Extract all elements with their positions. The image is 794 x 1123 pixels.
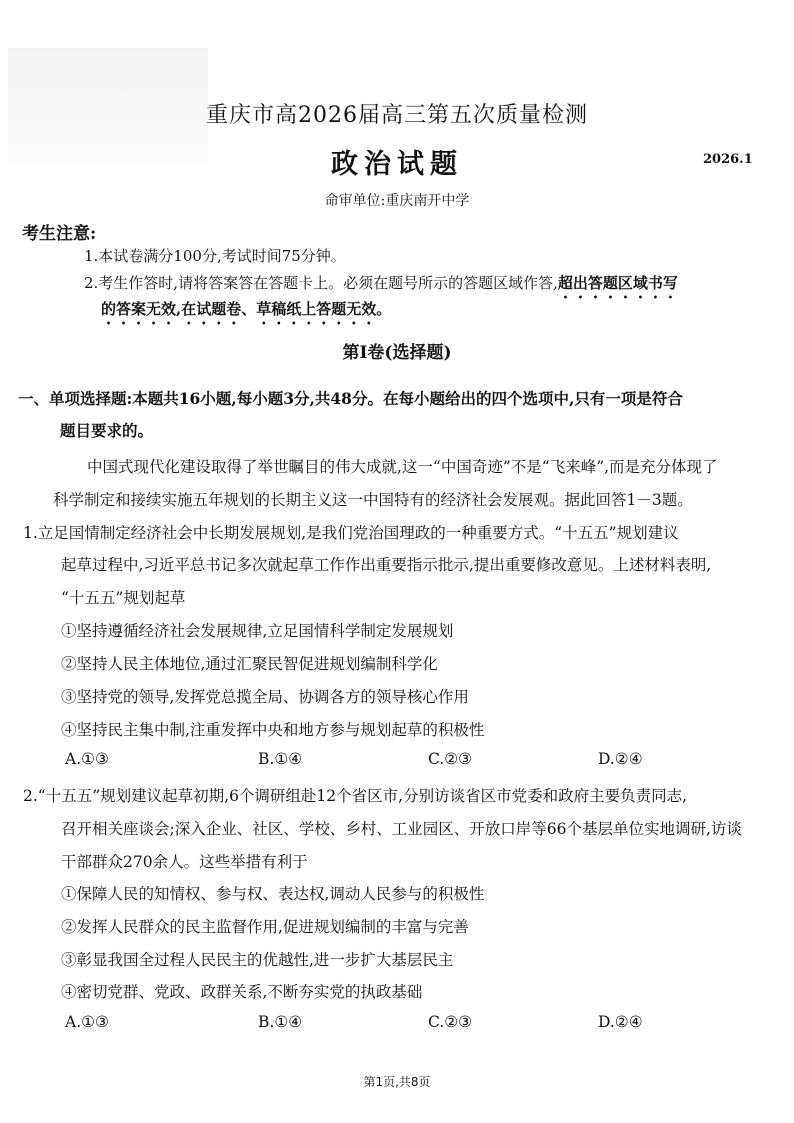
q1-option-a[interactable]: A.①③ — [65, 750, 109, 768]
q1-stem-line-2: 起草过程中,习近平总书记多次就起草工作作出重要指示批示,提出重要修改意见。上述材料表明, — [61, 556, 712, 574]
material-line-2: 科学制定和接续实施五年规划的长期主义这一中国特有的经济社会发展观。据此回答1－3题。 — [53, 491, 693, 509]
q1-option-c[interactable]: C.②③ — [428, 750, 473, 768]
exam-title: 重庆市高2026届高三第五次质量检测 — [206, 103, 588, 128]
setter-unit: 命审单位:重庆南开中学 — [324, 193, 470, 209]
section-instruction-cont: 题目要求的。 — [60, 421, 154, 440]
section-instruction: 一、单项选择题:本题共16小题,每小题3分,共48分。在每小题给出的四个选项中,只有一项是符合 — [18, 389, 683, 408]
material-line-1: 中国式现代化建设取得了举世瞩目的伟大成就,这一“中国奇迹”不是“飞来峰”,而是充分体现了 — [87, 458, 718, 476]
q2-stem-line-2: 召开相关座谈会;深入企业、社区、学校、乡村、工业园区、开放口岸等66个基层单位实地调研,访谈 — [61, 820, 742, 838]
q1-statement-4: ④坚持民主集中制,注重发挥中央和地方参与规划起草的积极性 — [61, 721, 485, 739]
notice-item-2-text: 2.考生作答时,请将答案答在答题卡上。必须在题号所示的答题区域作答, — [84, 274, 558, 292]
q1-statement-2: ②坚持人民主体地位,通过汇聚民智促进规划编制科学化 — [61, 655, 438, 673]
q2-option-d[interactable]: D.②④ — [598, 1013, 643, 1031]
q1-stem-line-3: “十五五”规划起草 — [61, 589, 186, 607]
q2-option-b[interactable]: B.①④ — [258, 1013, 303, 1031]
q2-statement-4: ④密切党群、党政、政群关系,不断夯实党的执政基础 — [61, 983, 423, 1001]
notice-item-2-emphasis: 超出答题区域书写 — [557, 274, 678, 292]
subject-title: 政治试题 — [331, 149, 463, 180]
page-footer: 第1页,共8页 — [363, 1075, 431, 1089]
q1-statement-1: ①坚持遵循经济社会发展规律,立足国情科学制定发展规划 — [61, 622, 454, 640]
part-title: 第Ⅰ卷(选择题) — [342, 343, 452, 363]
q1-option-b[interactable]: B.①④ — [258, 750, 303, 768]
q1-statement-3: ③坚持党的领导,发挥党总揽全局、协调各方的领导核心作用 — [61, 688, 469, 706]
notice-heading: 考生注意: — [22, 224, 97, 244]
q2-stem-line-1: 2.“十五五”规划建议起草初期,6个调研组赴12个省区市,分别访谈省区市党委和政府主要负责同志, — [23, 787, 688, 805]
notice-item-2-continued: 的答案无效,在试题卷、草稿纸上答题无效。 — [101, 300, 392, 318]
q2-statement-3: ③彰显我国全过程人民民主的优越性,进一步扩大基层民主 — [61, 951, 454, 969]
q2-option-a[interactable]: A.①③ — [65, 1013, 109, 1031]
q2-statement-2: ②发挥人民群众的民主监督作用,促进规划编制的丰富与完善 — [61, 918, 469, 936]
q2-option-c[interactable]: C.②③ — [428, 1013, 473, 1031]
q2-statement-1: ①保障人民的知情权、参与权、表达权,调动人民参与的积极性 — [61, 885, 485, 903]
notice-item-1: 1.本试卷满分100分,考试时间75分钟。 — [84, 247, 346, 265]
q1-stem-line-1: 1.立足国情制定经济社会中长期发展规划,是我们党治国理政的一种重要方式。“十五五”规划建议 — [23, 524, 679, 542]
q2-stem-line-3: 干部群众270余人。这些举措有利于 — [61, 853, 308, 871]
exam-date: 2026.1 — [703, 152, 753, 167]
q1-option-d[interactable]: D.②④ — [598, 750, 643, 768]
